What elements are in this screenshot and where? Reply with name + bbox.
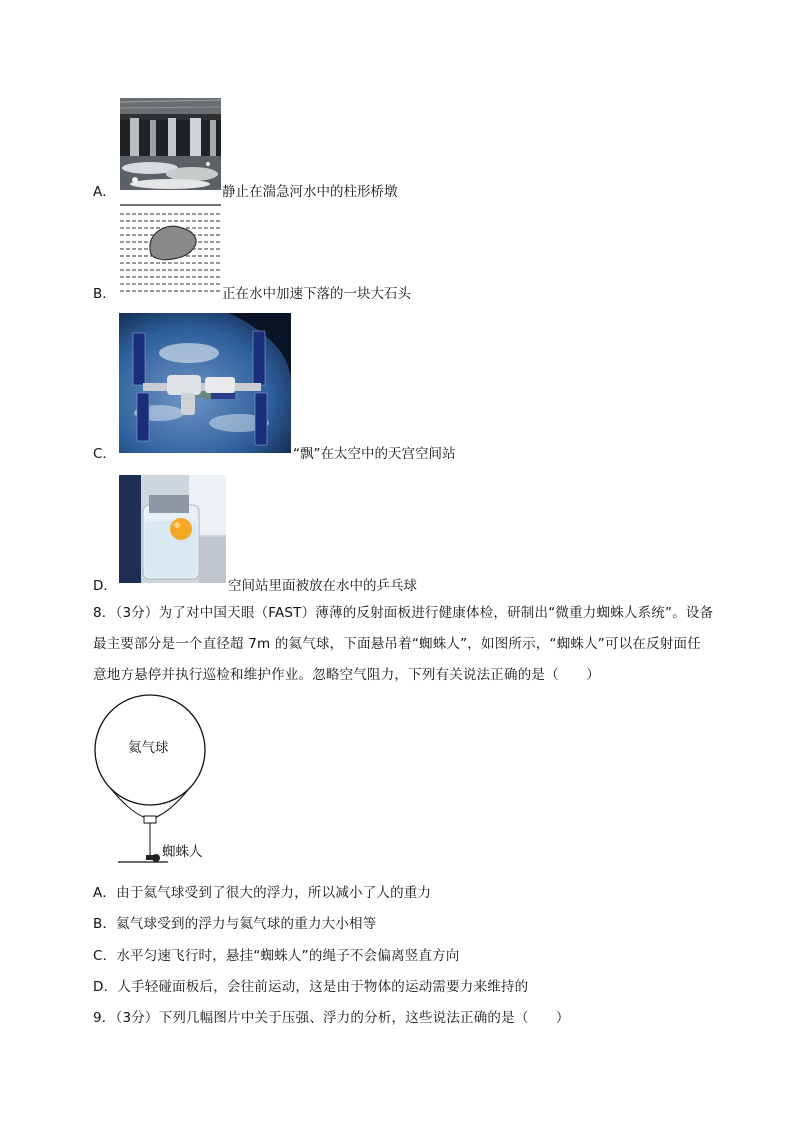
option-d-label: D． — [93, 578, 117, 594]
q8-stem-line-2: 最主要部分是一个直径超 7m 的氦气球，下面悬吊着“蜘蛛人”，如图所示，“蜘蛛人”可以在反射面任 — [93, 636, 701, 652]
q8-option-a: A．由于氦气球受到了很大的浮力，所以减小了人的重力 — [93, 885, 432, 901]
option-d-text: 空间站里面被放在水中的乒乓球 — [228, 578, 417, 594]
option-a-text: 静止在湍急河水中的柱形桥墩 — [222, 184, 398, 200]
option-a-label: A． — [93, 184, 116, 200]
option-b-label: B． — [93, 286, 116, 302]
q8-option-d: D．人手轻碰面板后，会往前运动，这是由于物体的运动需要力来维持的 — [93, 979, 529, 995]
q8-stem-line-3: 意地方悬停并执行巡检和维护作业。忽略空气阻力，下列有关说法正确的是（ ） — [93, 667, 600, 683]
space-station-photo — [119, 313, 291, 453]
option-c-label: C． — [93, 446, 116, 462]
pingpong-in-water-photo — [119, 475, 226, 583]
q8-stem-line-1: 8．（3分）为了对中国天眼（FAST）薄薄的反射面板进行健康体检，研制出“微重力蜘蛛人系统”。设备 — [93, 605, 714, 621]
stone-in-water-drawing — [120, 204, 221, 294]
option-b-text: 正在水中加速下落的一块大石头 — [222, 286, 411, 302]
pulley-block — [144, 816, 156, 823]
q8-option-b: B．氦气球受到的浮力与氦气球的重力大小相等 — [93, 916, 377, 932]
spider-man-figure — [146, 854, 160, 862]
q9-stem: 9．（3分）下列几幅图片中关于压强、浮力的分析，这些说法正确的是（ ） — [93, 1010, 570, 1026]
q8-option-c: C．水平匀速飞行时，悬挂“蜘蛛人”的绳子不会偏离竖直方向 — [93, 948, 460, 964]
balloon-label: 氦气球 — [128, 740, 169, 756]
option-c-text: “飘”在太空中的天宫空间站 — [293, 446, 456, 462]
bridge-pier-photo — [120, 98, 221, 190]
helium-balloon-figure — [90, 694, 220, 866]
person-label: 蜘蛛人 — [162, 844, 203, 860]
